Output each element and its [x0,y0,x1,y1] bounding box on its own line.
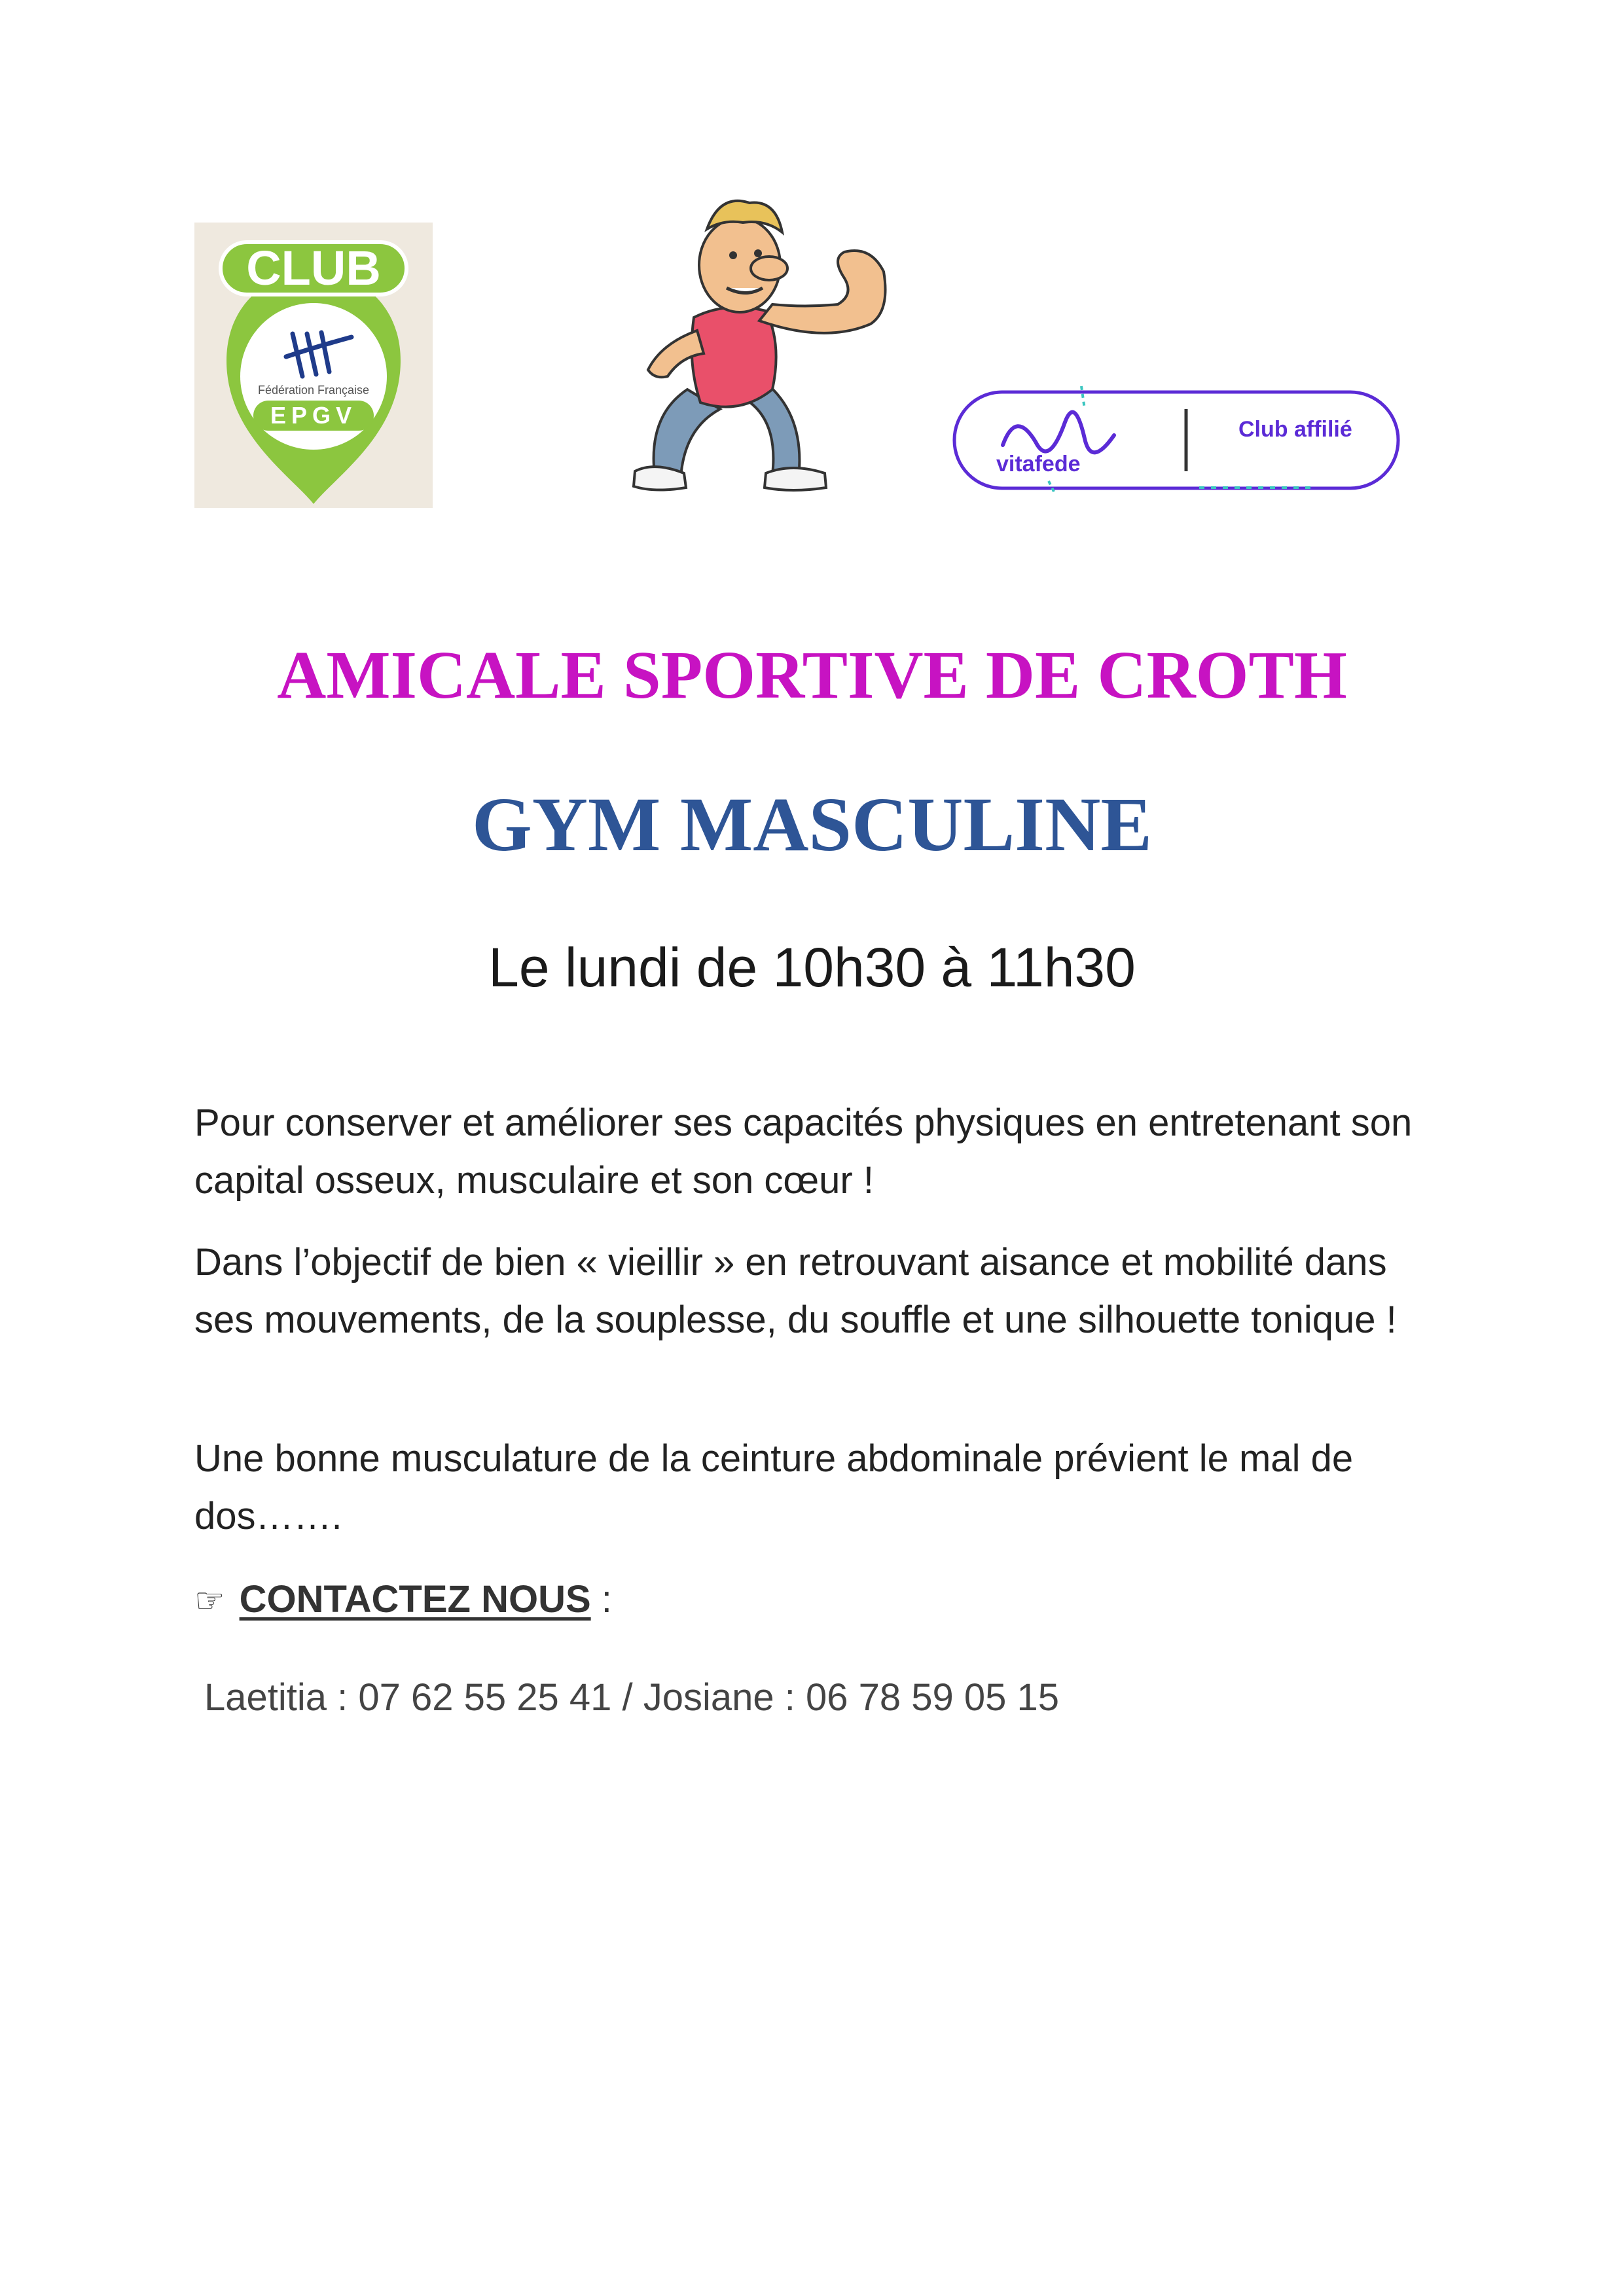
contact-phones: Laetitia : 07 62 55 25 41 / Josiane : 06 78 59 05 15 [204,1676,1060,1719]
paragraph-3: Une bonne musculature de la ceinture abdominale prévient le mal de dos……. [194,1437,1354,1537]
paragraph-1: Pour conserver et améliorer ses capacités physiques en entretenant son capital osseux, musculaire et son cœur ! [194,1102,1413,1202]
epgv-federation-text: Fédération Française [257,384,370,397]
contact-suffix: : [590,1578,612,1621]
vitafede-club-affilie-logo [950,383,1402,497]
epgv-club-logo [194,223,433,508]
epgv-club-text: CLUB [246,241,381,295]
contact-label: CONTACTEZ NOUS [239,1578,591,1621]
muscle-man-illustration [609,180,936,507]
epgv-acronym-text: EPGV [270,402,357,429]
page-subtitle: GYM MASCULINE [471,781,1153,867]
schedule-text: Le lundi de 10h30 à 11h30 [488,937,1136,998]
paragraph-2: Dans l’objectif de bien « vieillir » en retrouvant aisance et mobilité dans ses mouvements, de la souplesse, du souffle et une silhouette tonique ! [194,1241,1397,1341]
vitafede-name-text: vitafede [996,452,1081,476]
pointing-hand-icon: ☞ [194,1581,225,1621]
vitafede-badge-text: Club affilié [1238,417,1352,442]
contact-line [194,1571,612,1630]
page-title: AMICALE SPORTIVE DE CROTH [277,637,1347,713]
